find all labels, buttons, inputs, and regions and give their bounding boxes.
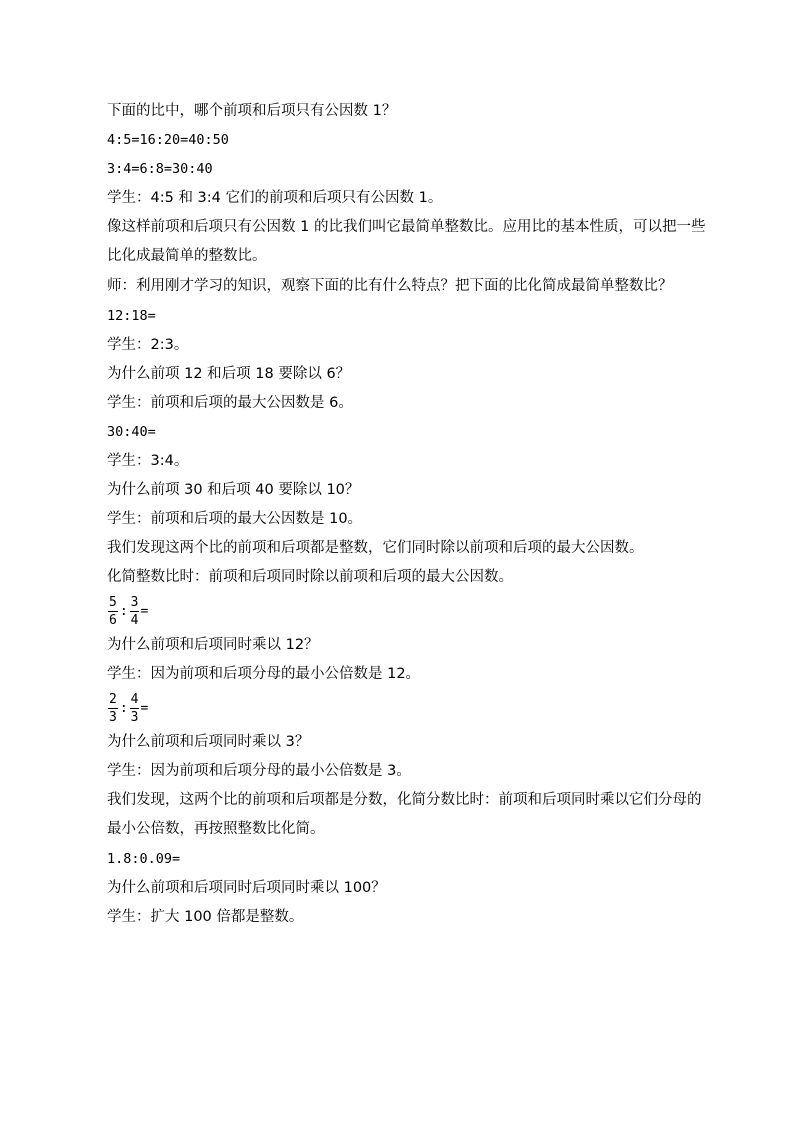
equals-sign: = <box>140 603 149 619</box>
fraction-ratio-5-6-3-4 <box>107 591 707 631</box>
ratio-example-1: 4:5=16:20=40:50 <box>107 132 229 148</box>
observation-fractions: 我们发现，这两个比的前项和后项都是分数，化简分数比时：前项和后项同时乘以它们分母的最小公倍数，再按照整数比化简。 <box>107 792 702 837</box>
numerator: 2 <box>109 691 117 707</box>
question-divide-6: 为什么前项 12 和后项 18 要除以 6？ <box>107 366 351 382</box>
fraction-2-3 <box>108 692 118 725</box>
observation-integers: 我们发现这两个比的前项和后项都是整数，它们同时除以前项和后项的最大公因数。 <box>107 540 644 556</box>
student-answer-1: 学生：4:5 和 3:4 它们的前项和后项只有公因数 1。 <box>107 190 443 206</box>
denominator: 3 <box>130 709 139 725</box>
numerator: 5 <box>109 594 117 610</box>
fraction-5-6 <box>108 595 118 628</box>
question-multiply-3: 为什么前项和后项同时乘以 3？ <box>107 734 310 750</box>
student-answer-7: 学生：因为前项和后项分母的最小公倍数是 3。 <box>107 763 411 779</box>
document-body <box>107 101 707 936</box>
denominator: 4 <box>130 612 139 628</box>
teacher-prompt: 师：利用刚才学习的知识，观察下面的比有什么特点？把下面的比化简成最简单整数比？ <box>107 278 673 294</box>
ratio-colon: : <box>119 700 128 716</box>
student-answer-4: 学生：3:4。 <box>107 453 189 469</box>
numerator: 4 <box>130 691 139 707</box>
student-answer-3: 学生：前项和后项的最大公因数是 6。 <box>107 395 353 411</box>
ratio-decimal: 1.8:0.09= <box>107 851 181 867</box>
ratio-example-2: 3:4=6:8=30:40 <box>107 161 213 177</box>
ratio-12-18: 12:18= <box>107 308 156 324</box>
ratio-colon: : <box>119 603 128 619</box>
denominator: 6 <box>109 612 117 628</box>
question-multiply-100: 为什么前项和后项同时后项同时乘以 100？ <box>107 880 386 896</box>
student-answer-2: 学生：2:3。 <box>107 337 189 353</box>
equals-sign: = <box>140 700 149 716</box>
definition-paragraph: 像这样前项和后项只有公因数 1 的比我们叫它最简单整数比。应用比的基本性质，可以把一些比化成最简单的整数比。 <box>107 219 706 264</box>
student-answer-8: 学生：扩大 100 倍都是整数。 <box>107 909 304 925</box>
fraction-4-3 <box>130 692 140 725</box>
question-multiply-12: 为什么前项和后项同时乘以 12？ <box>107 637 319 653</box>
student-answer-5: 学生：前项和后项的最大公因数是 10。 <box>107 511 363 527</box>
denominator: 3 <box>109 709 117 725</box>
question-common-factor: 下面的比中，哪个前项和后项只有公因数 1？ <box>107 103 397 119</box>
numerator: 3 <box>130 594 139 610</box>
ratio-30-40: 30:40= <box>107 424 156 440</box>
fraction-ratio-2-3-4-3 <box>107 688 707 728</box>
question-divide-10: 为什么前项 30 和后项 40 要除以 10？ <box>107 482 360 498</box>
student-answer-6: 学生：因为前项和后项分母的最小公倍数是 12。 <box>107 666 421 682</box>
fraction-3-4 <box>130 595 140 628</box>
rule-integer-ratio: 化简整数比时：前项和后项同时除以前项和后项的最大公因数。 <box>107 569 513 585</box>
